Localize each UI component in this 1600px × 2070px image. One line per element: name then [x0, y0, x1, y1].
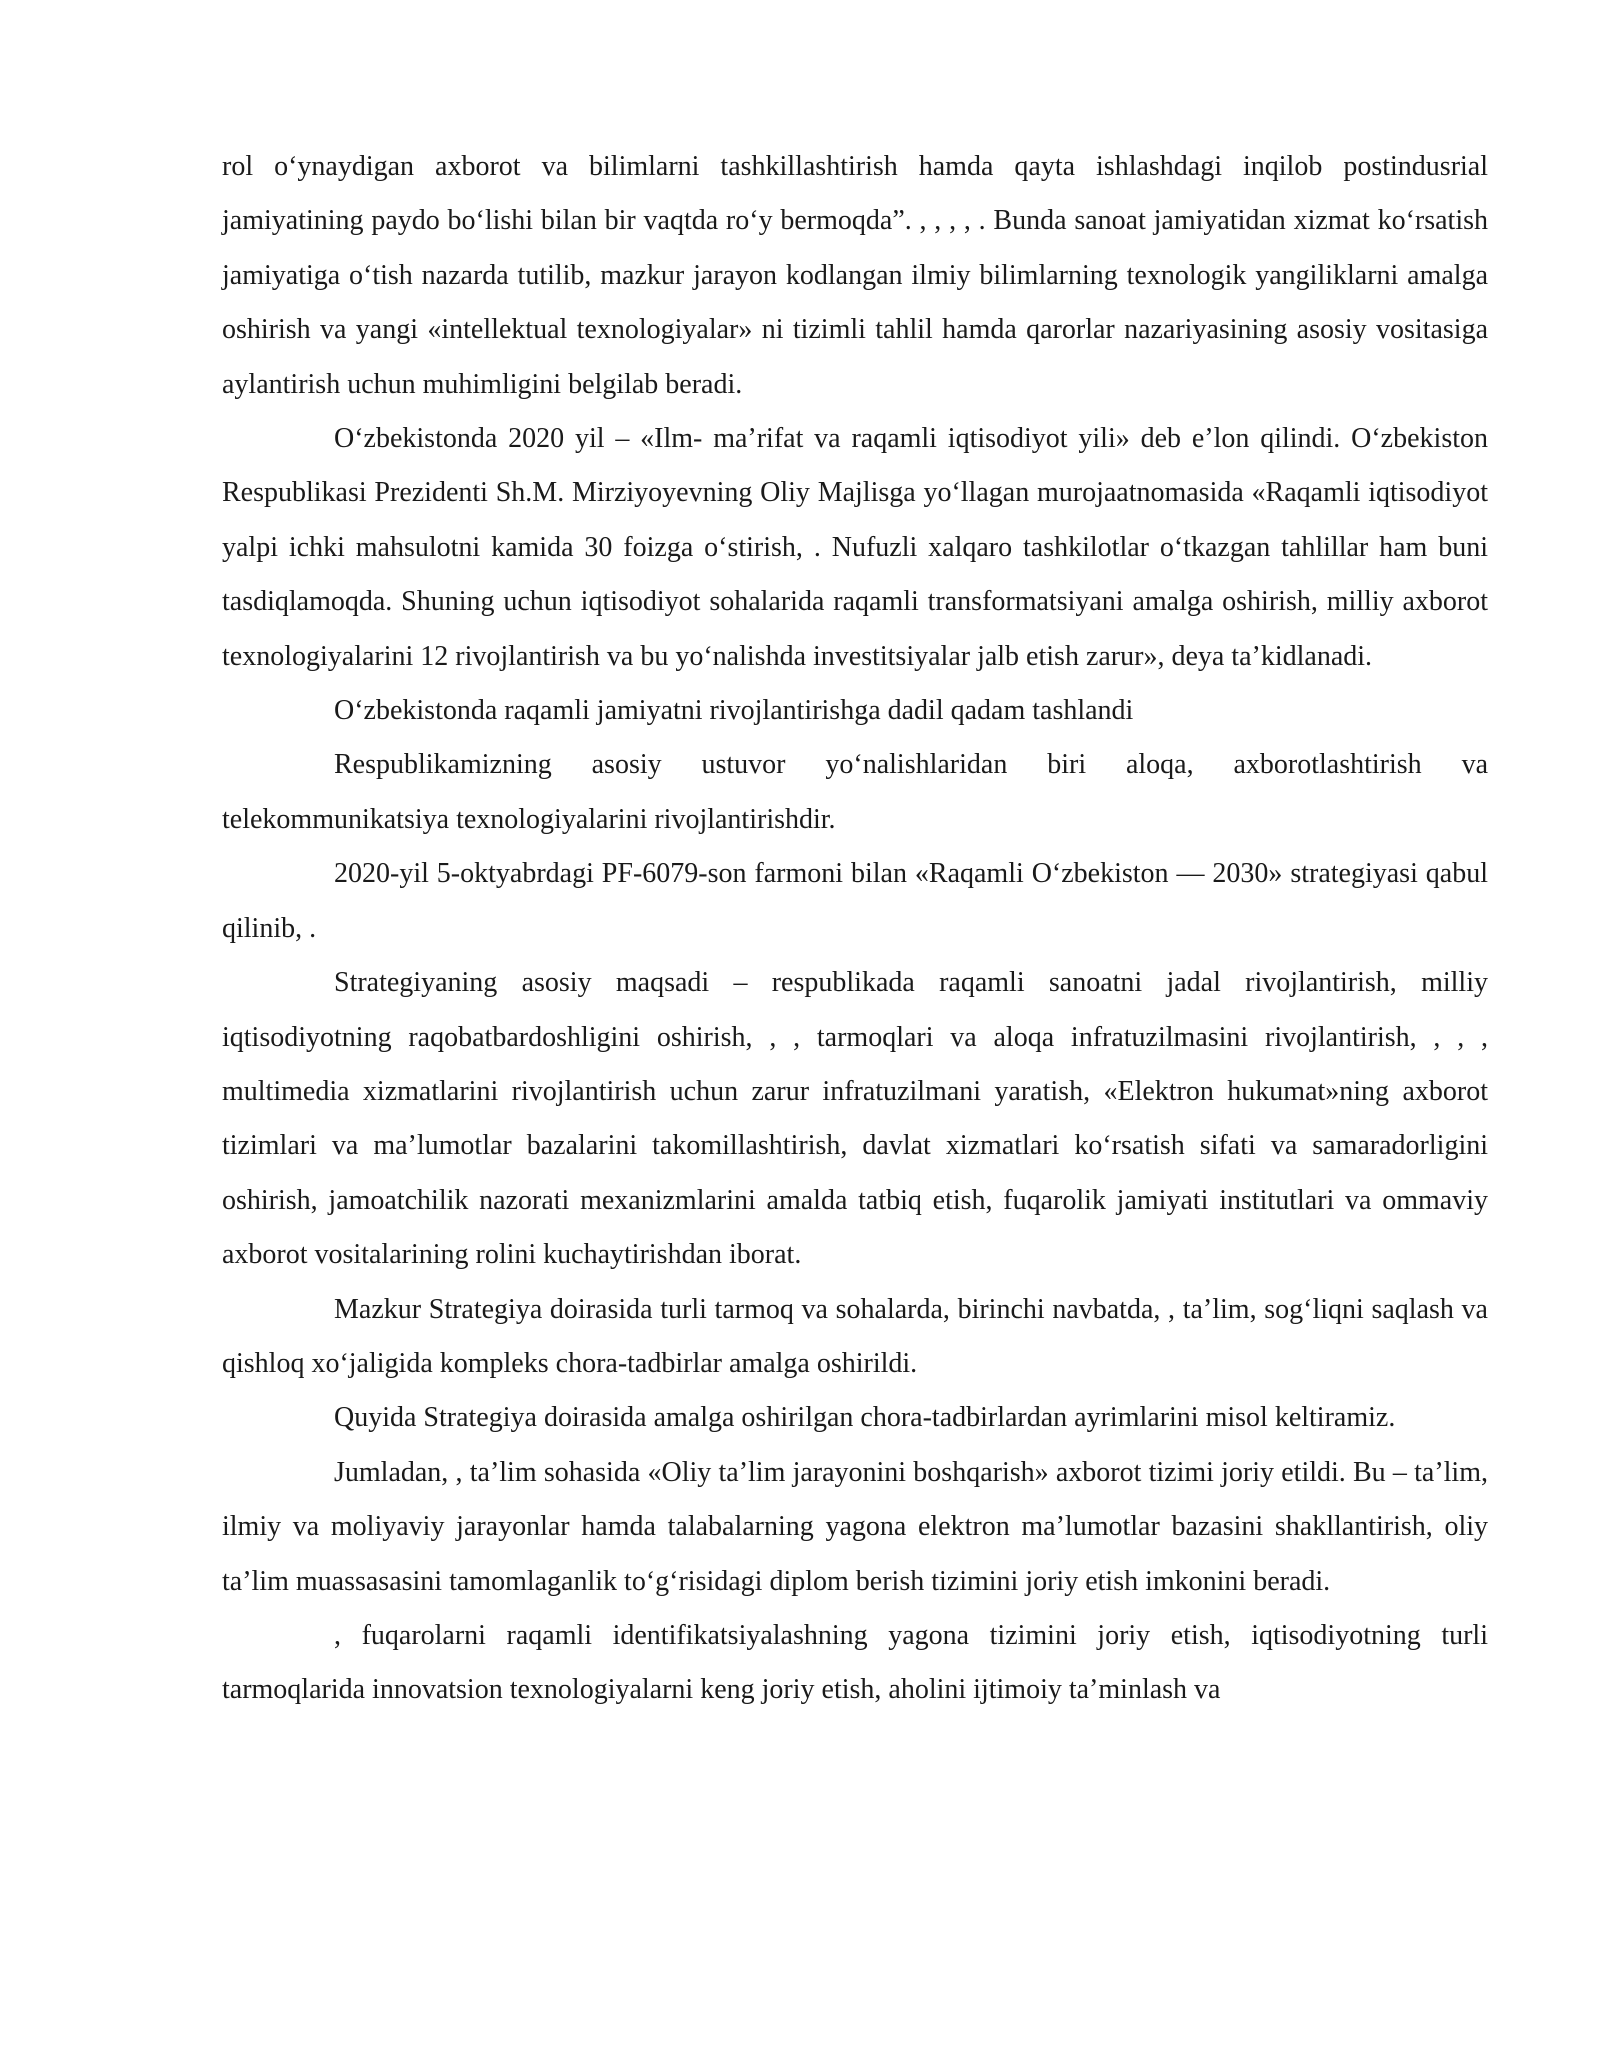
paragraph-digital-economy-year: O‘zbekistonda 2020 yil – «Ilm- ma’rifat va raqamli iqtisodiyot yili» deb e’lon qilindi. O‘zbekiston Respublikasi Prezidenti Sh.M. Mirziyoyevning Oliy Majlisga yo‘llagan murojaatnomasida «Raqamli iqtisodiyot yalpi ichki mahsulotni kamida 30 foizga o‘stirish, . Nufuzli xalqaro tashkilotlar o‘tkazgan tahlillar ham buni tasdiqlamoqda. Shuning uchun iqtisodiyot sohalarida raqamli transformatsiyani amalga oshirish, milliy axborot texnologiyalarini 12 rivojlantirish va bu yo‘nalishda investitsiyalar jalb etish zarur», deya ta’kidlanadi.: [222, 423, 1488, 672]
paragraph-decree: 2020-yil 5-oktyabrdagi PF-6079-son farmoni bilan «Raqamli O‘zbekiston — 2030» strategiyasi qabul qilinib, .: [222, 858, 1488, 944]
paragraph-priority-directions: Respublikamizning asosiy ustuvor yo‘nalishlaridan biri aloqa, axborotlashtirish va telekommunikatsiya texnologiyalarini rivojlantirishdir.: [222, 749, 1488, 835]
paragraph-digital-society: O‘zbekistonda raqamli jamiyatni rivojlantirishga dadil qadam tashlandi: [334, 695, 1134, 727]
paragraph-examples-intro: Quyida Strategiya doirasida amalga oshirilgan chora-tadbirlardan ayrimlarini misol keltiramiz.: [334, 1402, 1396, 1434]
document-body: [222, 140, 1488, 1718]
paragraph-identification: , fuqarolarni raqamli identifikatsiyalashning yagona tizimini joriy etish, iqtisodiyotning turli tarmoqlarida innovatsion texnologiyalarni keng joriy etish, aholini ijtimoiy ta’minlash va: [222, 1619, 1488, 1706]
paragraph-continuation: rol o‘ynaydigan axborot va bilimlarni tashkillashtirish hamda qayta ishlashdagi inqilob postindusrial jamiyatining paydo bo‘lishi bilan bir vaqtda ro‘y bermoqda”. , , , , . Bunda sanoat jamiyatidan xizmat ko‘rsatish jamiyatiga o‘tish nazarda tutilib, mazkur jarayon kodlangan ilmiy bilimlarning texnologik yangiliklarni amalga oshirish va yangi «intellektual texnologiyalar» ni tizimli tahlil hamda qarorlar nazariyasining asosiy vositasiga aylantirish uchun muhimligini belgilab beradi.: [222, 151, 1488, 400]
paragraph-higher-education: Jumladan, , ta’lim sohasida «Oliy ta’lim jarayonini boshqarish» axborot tizimi joriy etildi. Bu – ta’lim, ilmiy va moliyaviy jarayonlar hamda talabalarning yagona elektron ma’lumotlar bazasini shakllantirish, oliy ta’lim muassasasini tamomlaganlik to‘g‘risidagi diplom berish tizimini joriy etish imkonini beradi.: [222, 1456, 1488, 1597]
paragraph-strategy-goal: Strategiyaning asosiy maqsadi – respublikada raqamli sanoatni jadal rivojlantirish, milliy iqtisodiyotning raqobatbardoshligini oshirish, , , tarmoqlari va aloqa infratuzilmasini rivojlantirish, , , , multimedia xizmatlarini rivojlantirish uchun zarur infratuzilmani yaratish, «Elektron hukumat»ning axborot tizimlari va ma’lumotlar bazalarini takomillashtirish, davlat xizmatlari ko‘rsatish sifati va samaradorligini oshirish, jamoatchilik nazorati mexanizmlarini amalda tatbiq etish, fuqarolik jamiyati institutlari va ommaviy axborot vositalarining rolini kuchaytirishdan iborat.: [222, 967, 1488, 1271]
paragraph-strategy-sectors: Mazkur Strategiya doirasida turli tarmoq va sohalarda, birinchi navbatda, , ta’lim, sog‘liqni saqlash va qishloq xo‘jaligida kompleks chora-tadbirlar amalga oshirildi.: [222, 1293, 1488, 1379]
